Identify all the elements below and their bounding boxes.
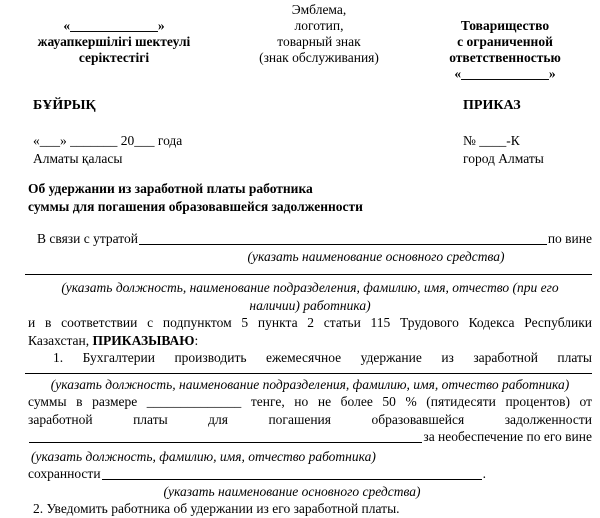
subject-heading <box>28 180 592 216</box>
order-title-ru: ПРИКАЗ <box>463 98 521 113</box>
letterhead <box>0 2 600 82</box>
letterhead-ru <box>415 2 595 82</box>
caption-employee-details-1: (указать должность, наименование подразделения, фамилию, имя, отчество (при его <box>61 280 559 295</box>
letterhead-ru-blank: «_____________» <box>454 66 556 81</box>
order-city-ru: город Алматы <box>463 150 544 166</box>
item1-line-2: суммы в размере ______________ тенге, но не более 50 % (пятидесяти процентов) от <box>28 394 592 409</box>
item2-line: 2. Уведомить работника об удержании из его заработной платы. <box>33 501 400 516</box>
item1-line-4 <box>28 428 592 446</box>
subject-line-1: Об удержании из заработной платы работника <box>28 181 313 196</box>
resolve-word: ПРИКАЗЫВАЮ <box>92 332 195 348</box>
emblem-note-line: Эмблема, <box>291 2 347 17</box>
intro-text-start: В связи с утратой <box>37 231 138 246</box>
caption-asset-name: (указать наименование основного средства) <box>247 248 505 264</box>
resolve-prefix: Казахстан, <box>28 332 93 348</box>
item1-line-4-text: за необеспечение по его вине <box>423 429 592 444</box>
caption-employee-details-2: наличии) работника) <box>249 297 371 313</box>
item1-line-5-period: . <box>482 466 486 481</box>
item1-line-5 <box>28 465 592 483</box>
letterhead-kk-line: жауапкершілігі шектеулі <box>37 34 191 49</box>
intro-line <box>28 230 592 248</box>
emblem-note-line: товарный знак <box>277 34 361 49</box>
blank-underline <box>29 428 422 443</box>
letterhead-ru-line: ответственностью <box>449 50 561 65</box>
blank-underline-full <box>25 274 592 275</box>
emblem-note-line: (знак обслуживания) <box>259 50 379 65</box>
order-city-row <box>0 150 600 168</box>
letterhead-ru-line: с ограниченной <box>457 34 553 49</box>
order-meta-row <box>0 132 600 150</box>
order-city-kk: Алматы қаласы <box>33 150 123 166</box>
legal-basis-line: и в соответствии с подпунктом 5 пункта 2 статьи 115 Трудового Кодекса Республики <box>28 315 592 330</box>
blank-underline <box>102 465 482 480</box>
letterhead-kk-blank: «_____________» <box>63 18 165 33</box>
blank-underline <box>139 230 547 245</box>
item1-line-1: 1. Бухгалтерии производить ежемесячное удержание из заработной платы <box>53 350 592 365</box>
item1-line-3: заработной платы для погашения образовавшейся задолженности <box>28 411 592 427</box>
letterhead-kk <box>5 2 223 82</box>
letterhead-emblem-note <box>223 2 415 82</box>
emblem-note-line: логотип, <box>294 18 344 33</box>
order-date-blank: «___» _______ 20___ года <box>33 133 183 148</box>
order-title-row <box>0 99 600 113</box>
item1-line-5-label: сохранности <box>28 466 101 481</box>
letterhead-kk-line: серіктестігі <box>78 50 150 65</box>
order-body <box>0 180 600 518</box>
caption-employee-short: (указать должность, фамилию, имя, отчество работника) <box>31 448 376 464</box>
letterhead-ru-line: Товарищество <box>460 18 550 33</box>
intro-text-end: по вине <box>547 231 592 246</box>
caption-asset-name-2: (указать наименование основного средства) <box>163 483 421 499</box>
resolve-line <box>28 332 592 350</box>
caption-employee-mid: (указать должность, наименование подразделения, фамилию, имя, отчество работника) <box>50 376 570 392</box>
blank-underline-full <box>25 373 592 374</box>
resolve-colon: : <box>194 332 199 348</box>
order-title-kk: БҰЙРЫҚ <box>33 98 96 113</box>
order-number-blank: № ____-К <box>463 133 520 148</box>
subject-line-2: суммы для погашения образовавшейся задолженности <box>28 199 363 214</box>
